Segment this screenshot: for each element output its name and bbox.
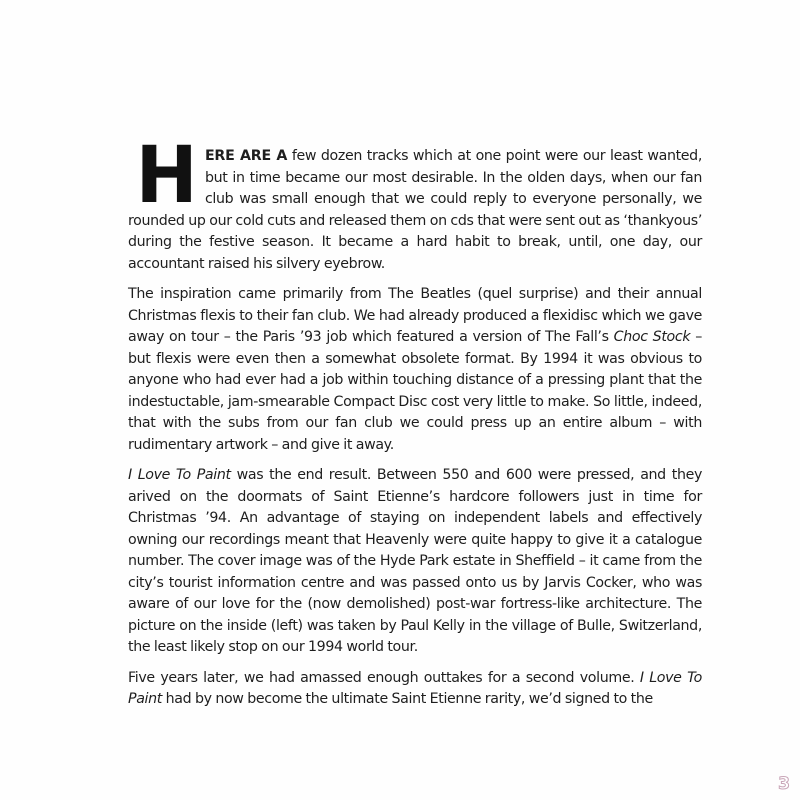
lead-in-caps: ERE ARE A <box>204 148 288 164</box>
paragraph-2-text-a: The inspiration came primarily from The Beatles (quel surprise) and their annual Christmas flexis to their fan club. We had already produced a flexidisc which we gave away on tour – the Paris ’93 job which featured a version of The Fall’s <box>128 286 702 345</box>
italic-title-choc-stock: Choc Stock <box>613 329 691 345</box>
paragraph-4 <box>128 668 702 711</box>
paragraph-3-text: was the end result. Between 550 and 600 were pressed, and they arived on the doormats of Saint Etienne’s hardcore followers just in time for Christmas ’94. An advantage of staying on independent labels and effectively owning our recordings meant that Heavenly were quite happy to give it a catalogue number. The cover image was of the Hyde Park estate in Sheffield – it came from the city’s tourist information centre and was passed onto us by Jarvis Cocker, who was aware of our love for the (now demolished) post-war fortress-like architecture. The picture on the inside (left) was taken by Paul Kelly in the village of Bulle, Switzerland, the least likely stop on our 1994 world tour. <box>128 467 703 655</box>
paragraph-1 <box>128 131 703 275</box>
paragraph-1-text: few dozen tracks which at one point were our least wanted, but in time became our most desirable. In the olden days, when our fan club was small enough that we could reply to everyone personally, we rounded up our cold cuts and released them on cds that were sent out as ‘thankyous’ during the festive season. It became a hard habit to break, until, one day, our accountant raised his silvery eyebrow. <box>128 148 703 272</box>
page-number: 3 <box>778 774 790 794</box>
drop-cap: H <box>135 131 198 221</box>
paragraph-3 <box>128 465 702 659</box>
paragraph-4-text-a: Five years later, we had amassed enough outtakes for a second volume. <box>128 669 640 686</box>
article-body <box>128 131 703 720</box>
italic-title-i-love-to-paint: I Love To Paint <box>128 467 231 483</box>
paragraph-4-text-b: had by now become the ultimate Saint Etienne rarity, we’d signed to the <box>162 691 653 707</box>
paragraph-2-text-b: – but flexis were even then a somewhat obsolete format. By 1994 it was obvious to anyone who had ever had a job within touching distance of a pressing plant that the indestuctable, jam-smearable Compact Disc cost very little to make. So little, indeed, that with the subs from our fan club we could press up an entire album – with rudimentary artwork – and give it away. <box>128 329 702 453</box>
italic-title-i-love-to-paint-2: I Love To Paint <box>128 669 702 707</box>
paragraph-2 <box>128 284 702 456</box>
